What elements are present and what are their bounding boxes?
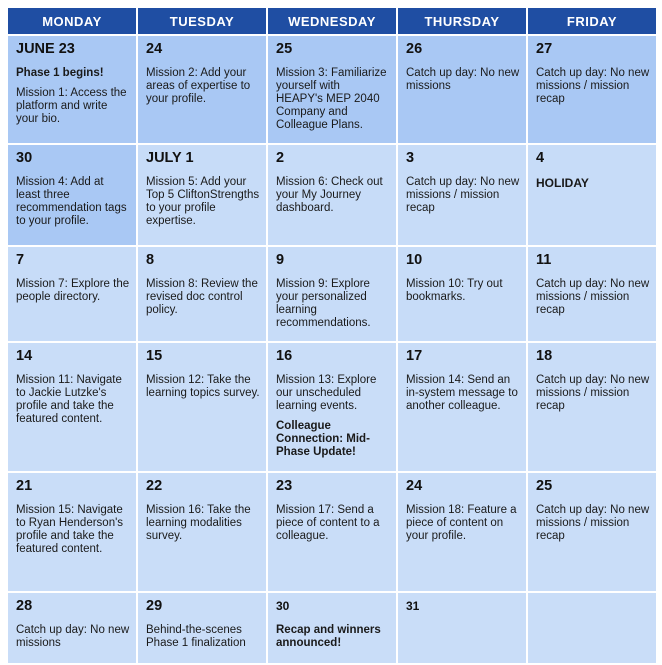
day-date: 25 bbox=[276, 41, 293, 57]
day-cell-wednesday bbox=[267, 144, 397, 246]
day-activity: Mission 3: Familiarize yourself with HEAPY's MEP 2040 Company and Colleague Plans. bbox=[276, 67, 387, 131]
day-date: 30 bbox=[16, 150, 33, 166]
day-cell-monday bbox=[7, 472, 137, 592]
day-activity: Mission 5: Add your Top 5 CliftonStrengths to your profile expertise. bbox=[146, 176, 260, 227]
day-cell-friday bbox=[527, 592, 657, 664]
day-activity: Mission 17: Send a piece of content to a colleague. bbox=[276, 504, 380, 542]
day-date: 8 bbox=[146, 252, 155, 268]
week-row bbox=[7, 342, 657, 472]
day-cell-tuesday bbox=[137, 592, 267, 664]
day-date: 23 bbox=[276, 478, 293, 494]
day-cell-monday bbox=[7, 35, 137, 144]
header-monday: MONDAY bbox=[7, 7, 137, 35]
day-activity: Catch up day: No new missions / mission recap bbox=[406, 176, 520, 214]
day-activity: Mission 12: Take the learning topics survey. bbox=[146, 374, 260, 399]
day-date: 15 bbox=[146, 348, 163, 364]
day-cell-thursday bbox=[397, 144, 527, 246]
day-activity: Mission 10: Try out bookmarks. bbox=[406, 278, 503, 303]
day-date: 26 bbox=[406, 41, 423, 57]
day-cell-friday bbox=[527, 472, 657, 592]
day-activity: Mission 2: Add your areas of expertise to your profile. bbox=[146, 67, 251, 105]
day-cell-wednesday bbox=[267, 246, 397, 342]
day-cell-thursday bbox=[397, 246, 527, 342]
calendar bbox=[6, 6, 658, 665]
day-activity: Mission 8: Review the revised doc control policy. bbox=[146, 278, 258, 316]
day-cell-wednesday bbox=[267, 35, 397, 144]
day-cell-monday bbox=[7, 592, 137, 664]
calendar-body bbox=[7, 35, 657, 664]
header-tuesday: TUESDAY bbox=[137, 7, 267, 35]
day-activity: Catch up day: No new missions bbox=[16, 624, 130, 649]
week-row bbox=[7, 472, 657, 592]
day-cell-thursday bbox=[397, 35, 527, 144]
day-cell-monday bbox=[7, 144, 137, 246]
day-cell-friday bbox=[527, 342, 657, 472]
day-date: 22 bbox=[146, 478, 163, 494]
day-highlight: Colleague Connection: Mid-Phase Update! bbox=[276, 420, 370, 458]
day-date: 16 bbox=[276, 348, 293, 364]
day-activity: Mission 7: Explore the people directory. bbox=[16, 278, 130, 303]
week-row bbox=[7, 144, 657, 246]
day-cell-friday bbox=[527, 35, 657, 144]
day-date: 2 bbox=[276, 150, 285, 166]
day-activity: Mission 1: Access the platform and write your bio. bbox=[16, 87, 127, 125]
day-cell-wednesday bbox=[267, 592, 397, 664]
day-activity: Catch up day: No new missions / mission recap bbox=[536, 67, 650, 105]
day-cell-friday bbox=[527, 144, 657, 246]
day-date: 24 bbox=[146, 41, 163, 57]
day-cell-tuesday bbox=[137, 144, 267, 246]
day-activity: Catch up day: No new missions / mission recap bbox=[536, 504, 650, 542]
day-date: 28 bbox=[16, 598, 33, 614]
header-friday: FRIDAY bbox=[527, 7, 657, 35]
day-date: JULY 1 bbox=[146, 150, 194, 166]
day-cell-monday bbox=[7, 246, 137, 342]
day-cell-tuesday bbox=[137, 472, 267, 592]
day-date: 14 bbox=[16, 348, 33, 364]
day-activity: Catch up day: No new missions / mission recap bbox=[536, 374, 650, 412]
day-date: 30 bbox=[276, 599, 290, 613]
day-cell-thursday bbox=[397, 342, 527, 472]
day-cell-thursday bbox=[397, 472, 527, 592]
day-date: 9 bbox=[276, 252, 285, 268]
day-date: 21 bbox=[16, 478, 33, 494]
day-date: 10 bbox=[406, 252, 423, 268]
day-cell-wednesday bbox=[267, 472, 397, 592]
day-date: 11 bbox=[536, 252, 552, 268]
day-cell-tuesday bbox=[137, 35, 267, 144]
header-thursday: THURSDAY bbox=[397, 7, 527, 35]
day-activity: Mission 4: Add at least three recommendation tags to your profile. bbox=[16, 176, 127, 227]
day-date: JUNE 23 bbox=[16, 41, 75, 57]
day-activity: Mission 6: Check out your My Journey dashboard. bbox=[276, 176, 383, 214]
day-activity: Mission 18: Feature a piece of content on your profile. bbox=[406, 504, 517, 542]
day-activity: Behind-the-scenes Phase 1 finalization bbox=[146, 624, 246, 649]
week-row bbox=[7, 35, 657, 144]
day-cell-thursday bbox=[397, 592, 527, 664]
day-cell-tuesday bbox=[137, 246, 267, 342]
day-date: 31 bbox=[406, 599, 420, 613]
day-activity: Mission 14: Send an in-system message to another colleague. bbox=[406, 374, 518, 412]
day-cell-friday bbox=[527, 246, 657, 342]
day-date: 27 bbox=[536, 41, 553, 57]
day-activity: Mission 11: Navigate to Jackie Lutzke's profile and take the featured content. bbox=[16, 374, 122, 425]
day-cell-tuesday bbox=[137, 342, 267, 472]
day-date: 17 bbox=[406, 348, 423, 364]
day-activity: Mission 13: Explore our unscheduled learning events. bbox=[276, 374, 377, 412]
day-date: 4 bbox=[536, 150, 545, 166]
weekday-header-row bbox=[7, 7, 657, 35]
day-activity: Mission 15: Navigate to Ryan Henderson's profile and take the featured content. bbox=[16, 504, 124, 555]
day-highlight: Recap and winners announced! bbox=[276, 624, 381, 649]
day-cell-monday bbox=[7, 342, 137, 472]
week-row bbox=[7, 246, 657, 342]
day-activity: Catch up day: No new missions bbox=[406, 67, 520, 92]
day-activity: Mission 9: Explore your personalized learning recommendations. bbox=[276, 278, 371, 329]
header-wednesday: WEDNESDAY bbox=[267, 7, 397, 35]
day-date: 29 bbox=[146, 598, 163, 614]
day-highlight: HOLIDAY bbox=[536, 176, 589, 190]
day-activity: Catch up day: No new missions / mission recap bbox=[536, 278, 650, 316]
day-date: 7 bbox=[16, 252, 25, 268]
day-highlight: Phase 1 begins! bbox=[16, 67, 104, 79]
day-date: 25 bbox=[536, 478, 553, 494]
week-row bbox=[7, 592, 657, 664]
day-date: 3 bbox=[406, 150, 415, 166]
day-date: 18 bbox=[536, 348, 553, 364]
day-date: 24 bbox=[406, 478, 423, 494]
day-cell-wednesday bbox=[267, 342, 397, 472]
day-activity: Mission 16: Take the learning modalities survey. bbox=[146, 504, 251, 542]
